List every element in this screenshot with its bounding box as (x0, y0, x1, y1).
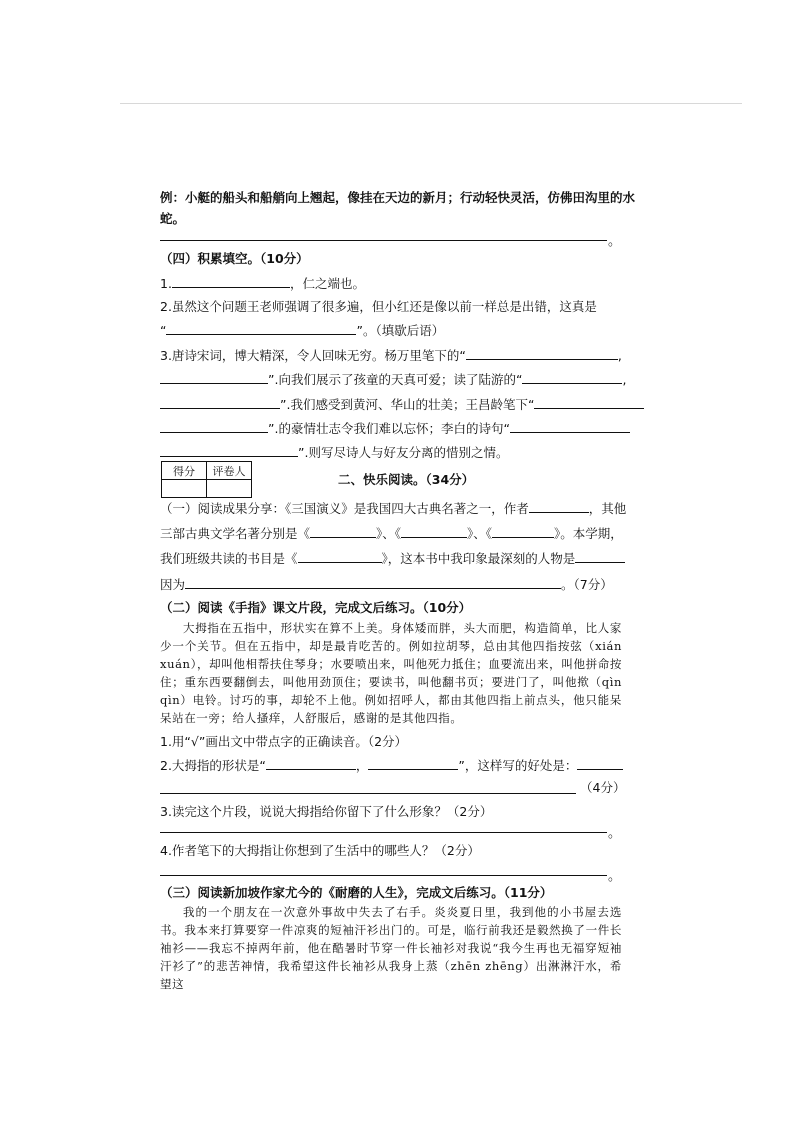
blank[interactable] (401, 525, 467, 538)
score-cell[interactable] (162, 480, 207, 498)
reading2-q3: 3.读完这个片段，说说大拇指给你留下了什么形象？（2分） (160, 804, 493, 819)
answer-line[interactable] (160, 240, 607, 241)
reading1-line-4: 因为 。（7分） (160, 577, 613, 592)
reading3-title: （三）阅读新加坡作家尤今的《耐磨的人生》，完成文后练习。（11分） (160, 885, 553, 900)
blank[interactable] (492, 525, 554, 538)
blank[interactable] (529, 500, 589, 513)
blank[interactable] (298, 550, 382, 563)
question-3-line: ”.向我们展示了孩童的天真可爱；读了陆游的“ , (160, 371, 626, 388)
blank[interactable] (160, 396, 280, 409)
answer-line[interactable] (160, 875, 607, 876)
reading1-line-3: 我们班级共读的书目是《 》，这本书中我印象最深刻的人物是 (160, 550, 625, 567)
blank[interactable] (185, 576, 561, 589)
answer-line[interactable] (160, 793, 576, 794)
question-3-line: ”.则写尽诗人与好友分离的惜别之情。 (160, 444, 508, 461)
grader-label: 评卷人 (207, 462, 252, 480)
blank[interactable] (534, 396, 644, 409)
question-3-line: ”.的豪情壮志令我们难以忘怀；李白的诗句“ (160, 420, 630, 437)
blank[interactable] (160, 371, 268, 384)
question-3: 3.唐诗宋词，博大精深，令人回味无穷。杨万里笔下的“ , (160, 348, 622, 363)
blank[interactable] (310, 525, 376, 538)
part-title: 二、快乐阅读。（34分） (338, 472, 475, 487)
blank[interactable] (166, 322, 356, 335)
blank[interactable] (368, 757, 458, 770)
grader-cell[interactable] (207, 480, 252, 498)
reading2-q2: 2.大拇指的形状是“ ， ”，这样写的好处是： (160, 757, 623, 774)
blank[interactable] (522, 371, 622, 384)
reading2-passage: 大拇指在五指中，形状实在算不上美。身体矮而胖，头大而肥，构造简单，比人家少一个关节。但在五指中，却是最肯吃苦的。例如拉胡琴，总由其他四指按弦（xián xuán），却叫他相帮扶住琴身；水要喷出来，叫他死力抵住；血要流出来，叫他拼命按住；重东西要翻倒去，叫他用劲顶住；要读书，叫他翻书页；要进门了，叫他揿（qìn qìn）电铃。讨巧的事，却轮不上他。例如招呼人，都由其他四指上前点头，他只能呆呆站在一旁；给人搔痒，人舒服后，感谢的是其他四指。 (160, 621, 622, 725)
blank[interactable] (510, 420, 630, 433)
question-1: 1. ，仁之端也。 (160, 276, 365, 291)
reading1-line-2: 三部古典文学名著分别是《 》、《 》、《 》。本学期， (160, 526, 623, 541)
score-box (161, 461, 252, 498)
blank[interactable] (160, 444, 298, 457)
question-2: 2.虽然这个问题王老师强调了很多遍，但小红还是像以前一样总是出错，这真是 (160, 299, 597, 314)
question-2-answer: “ ”。（填歇后语） (160, 323, 445, 338)
blank[interactable] (575, 550, 625, 563)
blank[interactable] (466, 347, 618, 360)
reading1-line-1: （一）阅读成果分享：《三国演义》是我国四大古典名著之一，作者 ，其他 (160, 501, 627, 516)
blank[interactable] (172, 275, 290, 288)
reading2-q2-score: （4分） (580, 780, 626, 795)
answer-line[interactable] (160, 832, 607, 833)
reading2-q1: 1.用“√”画出文中带点字的正确读音。（2分） (160, 734, 408, 749)
blank[interactable] (577, 757, 623, 770)
reading3-passage: 我的一个朋友在一次意外事故中失去了右手。炎炎夏日里，我到他的小书屋去选书。我本来打算要穿一件凉爽的短袖汗衫出门的。可是，临行前我还是毅然换了一件长袖衫——我忘不掉两年前，他在酷暑时节穿一件长袖衫对我说“我今生再也无福穿短袖汗衫了”的悲苦神情，我希望这件长袖衫从我身上蒸（zhēn zhēng）出淋淋汗水，希望这 (160, 905, 622, 991)
blank[interactable] (160, 420, 268, 433)
example-line-2: 蛇。 (160, 211, 186, 226)
question-3-line: ”.我们感受到黄河、华山的壮美；王昌龄笔下“ (160, 396, 644, 413)
reading2-q4: 4.作者笔下的大拇指让你想到了生活中的哪些人？（2分） (160, 843, 480, 858)
blank[interactable] (266, 757, 356, 770)
score-label: 得分 (162, 462, 207, 480)
header-rule (120, 103, 742, 104)
example-line-1: 例：小艇的船头和船艄向上翘起，像挂在天边的新月；行动轻快灵活，仿佛田沟里的水 (160, 190, 636, 205)
section-title: （四）积累填空。（10分） (160, 251, 309, 266)
reading2-title: （二）阅读《手指》课文片段，完成文后练习。（10分） (160, 600, 472, 615)
